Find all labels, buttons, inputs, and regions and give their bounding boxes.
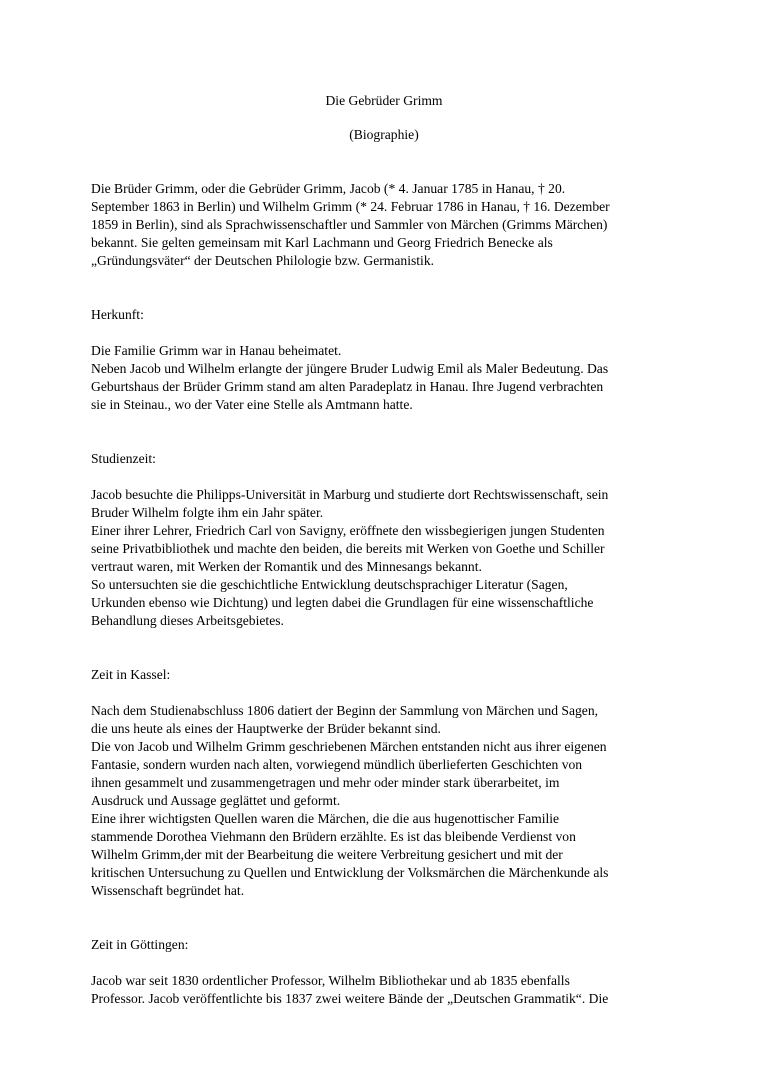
text-line: sie in Steinau., wo der Vater eine Stelle als Amtmann hatte. bbox=[91, 397, 413, 412]
section-heading: Herkunft: bbox=[91, 307, 144, 322]
spacer bbox=[91, 900, 691, 936]
text-line: Bruder Wilhelm folgte ihm ein Jahr später. bbox=[91, 505, 324, 520]
text-line: Wilhelm Grimm,der mit der Bearbeitung die weitere Verbreitung gesichert und mit der bbox=[91, 847, 563, 862]
text-line: Fantasie, sondern wurden nach alten, vorwiegend mündlich überlieferten Geschichten von bbox=[91, 757, 583, 772]
page-title: Die Gebrüder Grimm bbox=[325, 93, 443, 108]
spacer bbox=[91, 414, 691, 450]
text-line: ihnen gesammelt und zusammengetragen und mehr oder minder stark überarbeitet, im bbox=[91, 775, 560, 790]
text-line: Die Familie Grimm war in Hanau beheimatet. bbox=[91, 343, 342, 358]
text-line: September 1863 in Berlin) und Wilhelm Grimm (* 24. Februar 1786 in Hanau, † 16. Dezember bbox=[91, 199, 610, 214]
text-line: Ausdruck und Aussage geglättet und geformt. bbox=[91, 793, 341, 808]
page-subtitle: (Biographie) bbox=[349, 127, 419, 142]
spacer bbox=[91, 954, 691, 972]
text-line: Geburtshaus der Brüder Grimm stand am alten Paradeplatz in Hanau. Ihre Jugend verbrachten bbox=[91, 379, 604, 394]
spacer bbox=[91, 468, 691, 486]
section-heading: Zeit in Kassel: bbox=[91, 667, 171, 682]
text-line: Jacob war seit 1830 ordentlicher Professor, Wilhelm Bibliothekar und ab 1835 ebenfalls bbox=[91, 973, 570, 988]
intro-paragraph bbox=[91, 180, 691, 270]
text-line: Die Brüder Grimm, oder die Gebrüder Grimm, Jacob (* 4. Januar 1785 in Hanau, † 20. bbox=[91, 181, 566, 196]
document-body bbox=[91, 180, 691, 1008]
text-line: Professor. Jacob veröffentlichte bis 1837 zwei weitere Bände der „Deutschen Grammatik“. Die bbox=[91, 991, 609, 1006]
text-line: Eine ihrer wichtigsten Quellen waren die Märchen, die die aus hugenottischer Familie bbox=[91, 811, 560, 826]
section-heading: Zeit in Göttingen: bbox=[91, 937, 189, 952]
section-herkunft bbox=[91, 306, 691, 414]
spacer bbox=[91, 324, 691, 342]
text-line: seine Privatbibliothek und machte den beiden, die bereits mit Werken von Goethe und Schiller bbox=[91, 541, 605, 556]
text-line: Wissenschaft begründet hat. bbox=[91, 883, 245, 898]
text-line: vertraut waren, mit Werken der Romantik und des Minnesangs bekannt. bbox=[91, 559, 482, 574]
text-line: kritischen Untersuchung zu Quellen und Entwicklung der Volksmärchen die Märchenkunde als bbox=[91, 865, 609, 880]
section-studienzeit bbox=[91, 450, 691, 630]
text-line: Urkunden ebenso wie Dichtung) und legten dabei die Grundlagen für eine wissenschaftliche bbox=[91, 595, 594, 610]
text-line: 1859 in Berlin), sind als Sprachwissenschaftler und Sammler von Märchen (Grimms Märchen) bbox=[91, 217, 608, 232]
text-line: die uns heute als eines der Hauptwerke der Brüder bekannt sind. bbox=[91, 721, 441, 736]
section-kassel bbox=[91, 666, 691, 900]
text-line: Neben Jacob und Wilhelm erlangte der jüngere Bruder Ludwig Emil als Maler Bedeutung. Das bbox=[91, 361, 609, 376]
text-line: Nach dem Studienabschluss 1806 datiert der Beginn der Sammlung von Märchen und Sagen, bbox=[91, 703, 599, 718]
text-line: Jacob besuchte die Philipps-Universität in Marburg und studierte dort Rechtswissenschaft, sein bbox=[91, 487, 609, 502]
spacer bbox=[91, 684, 691, 702]
text-line: stammende Dorothea Viehmann den Brüdern erzählte. Es ist das bleibende Verdienst von bbox=[91, 829, 576, 844]
text-line: bekannt. Sie gelten gemeinsam mit Karl Lachmann und Georg Friedrich Benecke als bbox=[91, 235, 553, 250]
text-line: Die von Jacob und Wilhelm Grimm geschriebenen Märchen entstanden nicht aus ihrer eigenen bbox=[91, 739, 607, 754]
section-goettingen bbox=[91, 936, 691, 1008]
text-line: Einer ihrer Lehrer, Friedrich Carl von Savigny, eröffnete den wissbegierigen jungen Studenten bbox=[91, 523, 605, 538]
text-line: So untersuchten sie die geschichtliche Entwicklung deutschsprachiger Literatur (Sagen, bbox=[91, 577, 568, 592]
text-line: Behandlung dieses Arbeitsgebietes. bbox=[91, 613, 284, 628]
spacer bbox=[91, 630, 691, 666]
spacer bbox=[91, 270, 691, 306]
section-heading: Studienzeit: bbox=[91, 451, 156, 466]
text-line: „Gründungsväter“ der Deutschen Philologie bzw. Germanistik. bbox=[91, 253, 435, 268]
